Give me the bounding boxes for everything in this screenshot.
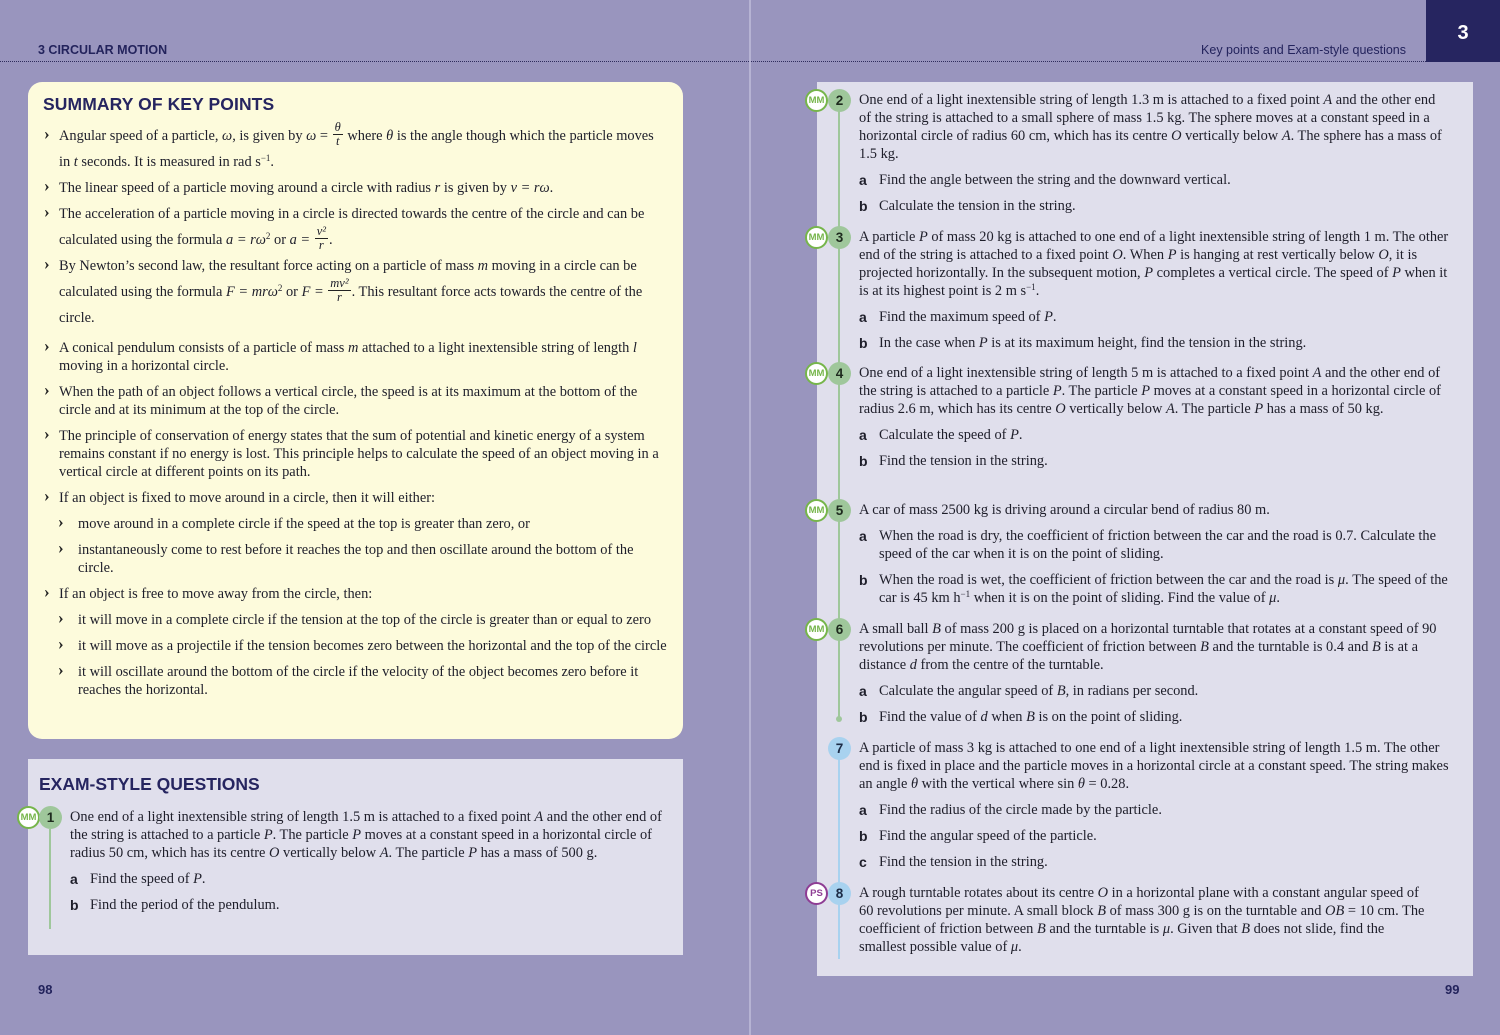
question-6: [859, 620, 1449, 726]
question-3-part-b: b In the case when P is at its maximum height, find the tension in the string.: [859, 335, 1307, 351]
question-1-part-b: b Find the period of the pendulum.: [70, 897, 280, 913]
ps-badge-icon: PS: [805, 882, 828, 905]
question-5: [859, 501, 1449, 607]
question-1-rule: [49, 829, 51, 929]
question-5-part-b: b When the road is wet, the coefficient of friction between the car and the road is μ. The speed of the car is 45 km $h^{-1}$ when it is on the point of sliding. Find the value of μ.: [859, 572, 1448, 606]
question-7: [859, 739, 1449, 871]
mm-badge-icon: MM: [805, 89, 828, 112]
book-spine: [749, 0, 751, 1035]
key-point-fixed-complete-circle: › move around in a complete circle if the speed at the top is greater than zero, or: [43, 515, 667, 533]
question-1: [70, 808, 670, 914]
question-4-part-b: b Find the tension in the string.: [859, 453, 1048, 469]
question-4: [859, 364, 1449, 470]
key-point-newton-second-law: › By Newton’s second law, the resultant force acting on a particle of mass m moving in a circle can be calculated using the formula F = mrω$^2$ or F = $\frac{\text{mv²}}{r}$ . This resultant force acts towards the centre of the circle.: [43, 253, 667, 331]
chapter-tab: 3: [1426, 0, 1500, 62]
question-7-part-c: c Find the tension in the string.: [859, 854, 1048, 870]
questions-rule-end-dot: [836, 716, 842, 722]
question-2: [859, 91, 1449, 215]
key-point-free-object: › If an object is free to move away from the circle, then:: [43, 585, 667, 603]
question-3: [859, 228, 1449, 352]
running-head-right: Key points and Exam-style questions: [1201, 43, 1406, 57]
key-point-linear-speed: › The linear speed of a particle moving around a circle with radius r is given by v = rω.: [43, 175, 667, 201]
question-number-8: 8: [828, 882, 851, 905]
page-number-left: 98: [38, 982, 53, 997]
question-number-4: 4: [828, 362, 851, 385]
mm-badge-icon: MM: [17, 806, 40, 829]
key-point-fixed-oscillate: › instantaneously come to rest before it reaches the top and then oscillate around the bottom of the circle.: [43, 541, 667, 577]
questions-rule-blue: [838, 759, 840, 959]
summary-panel: [28, 82, 683, 739]
question-7-stem: A particle of mass 3 kg is attached to one end of a light inextensible string of length 1.5 m. The other end is fixed in place and the particle moves in a horizontal circle at a constant speed. The string makes an angle θ with the vertical where sin θ = 0.28.: [859, 740, 1449, 792]
question-6-part-b: b Find the value of d when B is on the point of sliding.: [859, 709, 1183, 725]
summary-title: SUMMARY OF KEY POINTS: [43, 94, 275, 114]
question-5-part-a: a When the road is dry, the coefficient of friction between the car and the road is 0.7. Calculate the speed of the car when it is on the point of sliding.: [859, 528, 1437, 562]
question-3-part-a: a Find the maximum speed of P.: [859, 309, 1057, 325]
question-number-1: 1: [39, 806, 62, 829]
fraction-mv2-over-r: $\frac{\text{mv²}}{r}$: [330, 276, 349, 305]
question-3-stem: A particle P of mass 20 kg is attached to one end of a light inextensible string of length 1 m. The other end of the string is attached to a fixed point O. When P is hanging at rest vertically below O, it is projected horizontally. In the subsequent motion, P completes a vertical circle. The speed of P when it is at its highest point is 2 m $s^{-1}$.: [859, 229, 1449, 299]
exam-questions-title: EXAM-STYLE QUESTIONS: [39, 774, 260, 794]
question-7-part-b: b Find the angular speed of the particle.: [859, 828, 1097, 844]
fraction-v2-over-r: $\frac{\text{v²}}{r}$: [316, 224, 326, 253]
question-2-part-a: a Find the angle between the string and the downward vertical.: [859, 172, 1231, 188]
key-point-free-oscillate: › it will oscillate around the bottom of the circle if the velocity of the object becomes zero before it reaches the horizontal.: [43, 663, 667, 699]
key-point-free-complete-circle: › it will move in a complete circle if the tension at the top of the circle is greater than or equal to zero: [43, 611, 667, 629]
mm-badge-icon: MM: [805, 618, 828, 641]
header-rule-right: [751, 61, 1426, 62]
key-point-conservation-energy: › The principle of conservation of energy states that the sum of potential and kinetic energy of a system remains constant if no energy is lost. This principle helps to calculate the speed of an object moving in a vertical circle at different points on its path.: [43, 427, 667, 481]
key-point-free-projectile: › it will move as a projectile if the tension becomes zero between the horizontal and the top of the circle: [43, 637, 667, 655]
question-8: [859, 884, 1429, 956]
key-point-conical-pendulum: › A conical pendulum consists of a particle of mass m attached to a light inextensible string of length l moving in a horizontal circle.: [43, 339, 667, 375]
header-rule-left: [0, 61, 749, 62]
question-number-2: 2: [828, 89, 851, 112]
page-number-right: 99: [1445, 982, 1460, 997]
running-head-left: 3 CIRCULAR MOTION: [38, 43, 168, 57]
question-number-3: 3: [828, 226, 851, 249]
question-1-stem: One end of a light inextensible string of length 1.5 m is attached to a fixed point A and the other end of the string is attached to a particle P. The particle P moves at a constant speed in a horizontal circle of radius 50 cm, which has its centre O vertically below A. The particle P has a mass of 500 g.: [70, 809, 662, 861]
question-number-6: 6: [828, 618, 851, 641]
question-8-stem: A rough turntable rotates about its centre O in a horizontal plane with a constant angular speed of 60 revolutions per minute. A small block B of mass 300 g is on the turntable and OB = 10 cm. The coefficient of friction between B and the turntable is μ. Given that B does not slide, find the smallest possible value of μ.: [859, 885, 1425, 955]
question-7-part-a: a Find the radius of the circle made by the particle.: [859, 802, 1162, 818]
question-1-part-a: a Find the speed of P.: [70, 871, 206, 887]
question-2-part-b: b Calculate the tension in the string.: [859, 198, 1076, 214]
question-5-stem: A car of mass 2500 kg is driving around a circular bend of radius 80 m.: [859, 502, 1270, 518]
mm-badge-icon: MM: [805, 362, 828, 385]
question-6-stem: A small ball B of mass 200 g is placed on a horizontal turntable that rotates at a constant speed of 90 revolutions per minute. The coefficient of friction between B and the turntable is 0.4 and B is at a distance d from the centre of the turntable.: [859, 621, 1437, 673]
key-point-angular-speed: › Angular speed of a particle, ω, is given by ω = $\frac{\theta}{t}$ where θ is the angle though which the particle moves in t seconds. It is measured in rad $s^{-1}$.: [43, 123, 667, 175]
question-number-7: 7: [828, 737, 851, 760]
question-number-5: 5: [828, 499, 851, 522]
fraction-theta-over-t: $\frac{\theta}{t}$: [334, 120, 341, 149]
key-point-acceleration: › The acceleration of a particle moving in a circle is directed towards the centre of the circle and can be calculated using the formula $a = r\omega^2$ or a = $\frac{\text{v²}}{r}$ .: [43, 201, 667, 253]
key-point-fixed-object: › If an object is fixed to move around in a circle, then it will either:: [43, 489, 667, 507]
question-4-part-a: a Calculate the speed of P.: [859, 427, 1023, 443]
question-4-stem: One end of a light inextensible string of length 5 m is attached to a fixed point A and the other end of the string is attached to a particle P. The particle P moves at a constant speed in a horizontal circle of radius 2.6 m, which has its centre O vertically below A. The particle P has a mass of 50 kg.: [859, 365, 1441, 417]
question-6-part-a: a Calculate the angular speed of B, in radians per second.: [859, 683, 1199, 699]
key-point-vertical-circle: › When the path of an object follows a vertical circle, the speed is at its maximum at the bottom of the circle and at its minimum at the top of the circle.: [43, 383, 667, 419]
mm-badge-icon: MM: [805, 499, 828, 522]
mm-badge-icon: MM: [805, 226, 828, 249]
question-2-stem: One end of a light inextensible string of length 1.3 m is attached to a fixed point A and the other end of the string is attached to a small sphere of mass 1.5 kg. The sphere moves at a constant speed in a horizontal circle of radius 60 cm, which has its centre O vertically below A. The sphere has a mass of 1.5 kg.: [859, 92, 1442, 162]
